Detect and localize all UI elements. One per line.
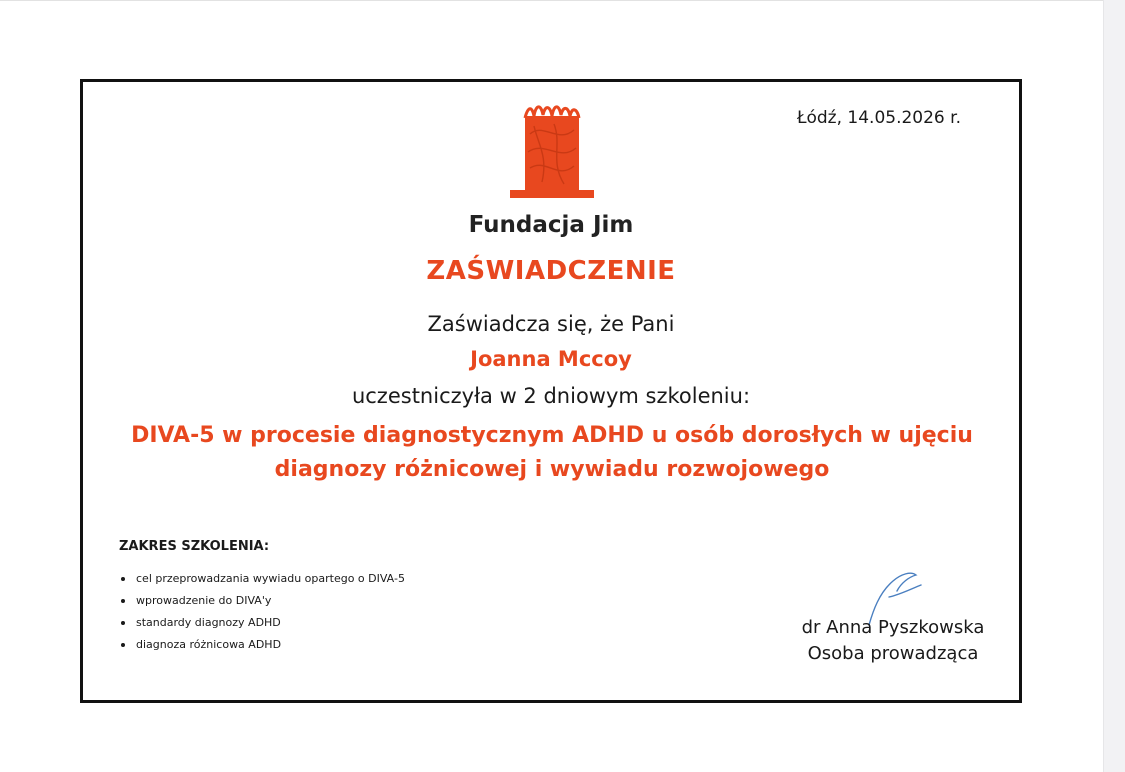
signer-name: dr Anna Pyszkowska [801, 617, 985, 638]
participation-statement: uczestniczyła w 2 dniowym szkoleniu: [351, 384, 751, 408]
scope-item: wprowadzenie do DIVA'y [119, 594, 405, 616]
recipient-name: Joanna Mccoy [470, 347, 632, 371]
course-title [103, 419, 1001, 487]
viewer-top-divider [0, 0, 1103, 1]
course-title-line: DIVA-5 w procesie diagnostycznym ADHD u osób dorosłych w ujęciu [131, 423, 973, 448]
signer-role: Osoba prowadząca [807, 643, 979, 664]
certificate-title: ZAŚWIADCZENIE [426, 256, 676, 286]
scope-item: cel przeprowadzania wywiadu opartego o DIVA-5 [119, 572, 405, 594]
course-title-line: diagnozy różnicowej i wywiadu rozwojowego [274, 457, 830, 482]
signer-block [773, 615, 1013, 667]
scope-item: standardy diagnozy ADHD [119, 616, 405, 638]
scope-heading: ZAKRES SZKOLENIA: [119, 539, 270, 554]
scope-item: diagnoza różnicowa ADHD [119, 638, 405, 660]
vertical-scrollbar[interactable] [1103, 0, 1125, 772]
issue-date: Łódź, 14.05.2026 r. [796, 108, 961, 128]
certificate-intro: Zaświadcza się, że Pani [427, 312, 675, 336]
fundacja-jim-logo-icon [508, 104, 596, 202]
certificate-page [80, 79, 1022, 703]
scope-list [119, 572, 405, 660]
organization-name: Fundacja Jim [468, 212, 634, 238]
